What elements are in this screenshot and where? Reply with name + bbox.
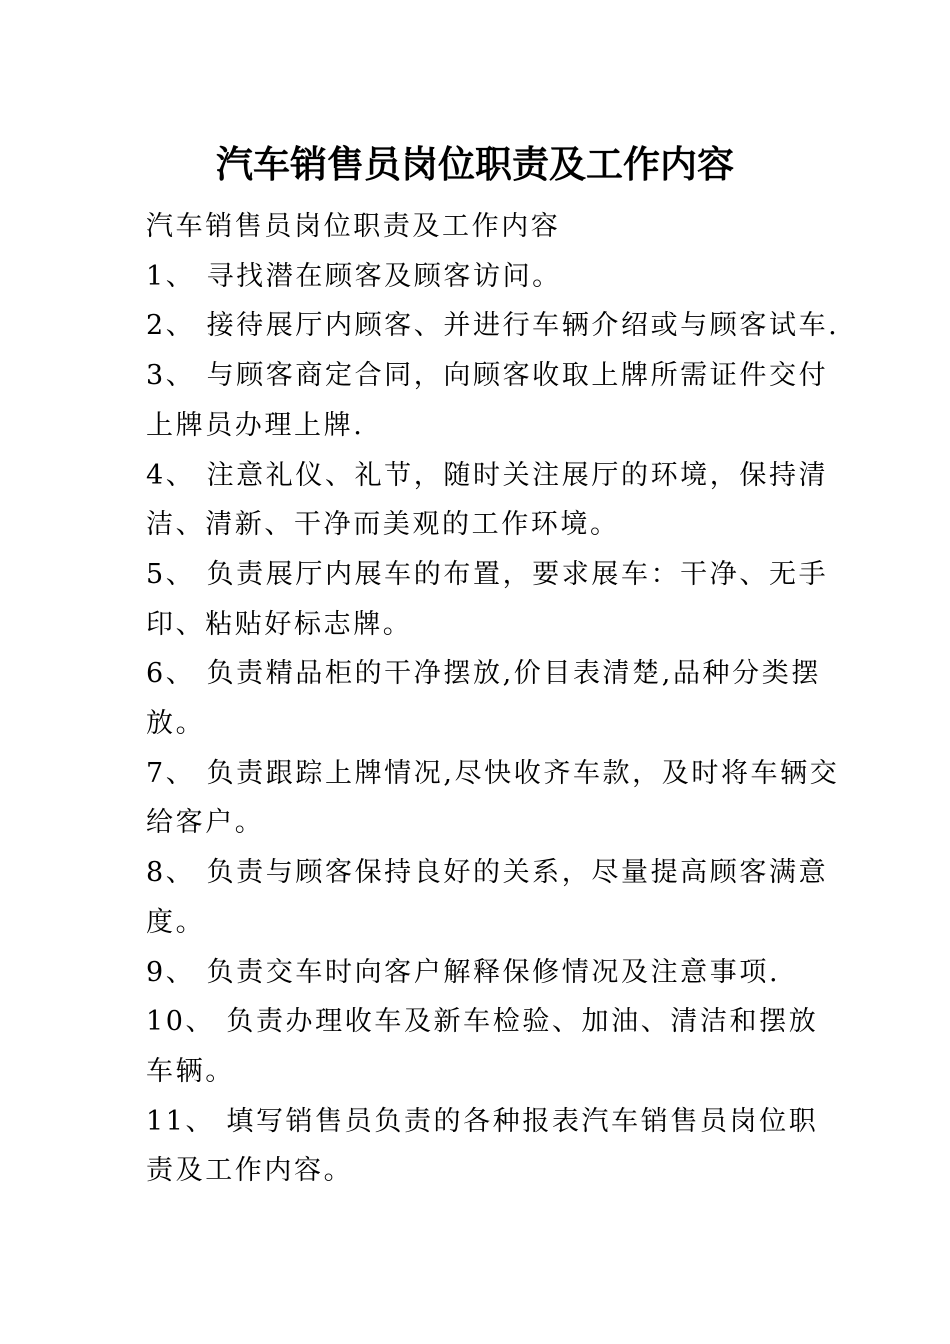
list-item-continuation: 洁、清新、干净而美观的工作环境。 <box>146 509 620 541</box>
list-item-text: 与顾客商定合同，向顾客收取上牌所需证件交付 <box>206 360 829 392</box>
list-item <box>146 948 808 998</box>
list-item-line <box>146 451 829 501</box>
list-item <box>146 1097 819 1196</box>
list-item-number: 1、 <box>146 260 196 292</box>
list-item-text: 负责与顾客保持良好的关系，尽量提高顾客满意 <box>206 857 829 889</box>
list-item-line <box>146 550 829 600</box>
list-item-number: 10、 <box>146 1006 216 1038</box>
list-item-continuation: 上牌员办理上牌. <box>146 409 365 441</box>
list-item-number: 5、 <box>146 558 196 590</box>
list-item-line <box>146 649 821 699</box>
list-item <box>146 301 840 351</box>
list-item <box>146 848 829 947</box>
list-item <box>146 451 829 550</box>
list-item <box>146 749 840 848</box>
list-item <box>146 252 808 302</box>
list-item-number: 4、 <box>146 459 196 491</box>
list-item-line <box>146 301 840 351</box>
list-item-text: 填写销售员负责的各种报表汽车销售员岗位职 <box>226 1105 819 1137</box>
document-body <box>146 202 840 1196</box>
list-item <box>146 997 819 1096</box>
list-item-number: 3、 <box>146 360 196 392</box>
list-item-text: 寻找潜在顾客及顾客访问。 <box>206 260 562 292</box>
list-item-line <box>146 351 829 401</box>
document-subtitle: 汽车销售员岗位职责及工作内容 <box>146 211 561 242</box>
list-item-number: 11、 <box>146 1105 216 1137</box>
list-item-text: 负责办理收车及新车检验、加油、清洁和摆放 <box>226 1006 819 1038</box>
list-item-number: 6、 <box>146 658 196 690</box>
list-item-number: 9、 <box>146 956 196 988</box>
list-item-continuation: 给客户。 <box>146 807 265 839</box>
list-item-text: 负责精品柜的干净摆放,价目表清楚,品种分类摆 <box>206 658 821 690</box>
list-item-line <box>146 848 829 898</box>
list-item-text: 负责跟踪上牌情况,尽快收齐车款，及时将车辆交 <box>206 757 840 789</box>
list-item <box>146 649 821 748</box>
list-item-text: 负责交车时向客户解释保修情况及注意事项. <box>206 956 781 988</box>
list-item-continuation: 度。 <box>146 906 206 938</box>
list-item-line <box>146 1097 819 1147</box>
list-item-line <box>146 948 808 998</box>
list-item-number: 8、 <box>146 857 196 889</box>
list-item-line <box>146 997 819 1047</box>
list-item-continuation: 放。 <box>146 708 206 740</box>
list-item-text: 注意礼仪、礼节，随时关注展厅的环境，保持清 <box>206 459 829 491</box>
list-item-continuation: 责及工作内容。 <box>146 1155 354 1187</box>
list-item <box>146 550 829 649</box>
list-item-number: 2、 <box>146 310 196 342</box>
list-item-continuation: 印、粘贴好标志牌。 <box>146 608 413 640</box>
list-item-line <box>146 252 808 302</box>
list-item-text: 接待展厅内顾客、并进行车辆介绍或与顾客试车. <box>206 310 840 342</box>
list-item-number: 7、 <box>146 757 196 789</box>
list-item <box>146 351 829 450</box>
list-item-continuation: 车辆。 <box>146 1055 235 1087</box>
list-item-text: 负责展厅内展车的布置，要求展车：干净、无手 <box>206 558 829 590</box>
list-item-line <box>146 749 840 799</box>
page-title: 汽车销售员岗位职责及工作内容 <box>216 142 734 186</box>
